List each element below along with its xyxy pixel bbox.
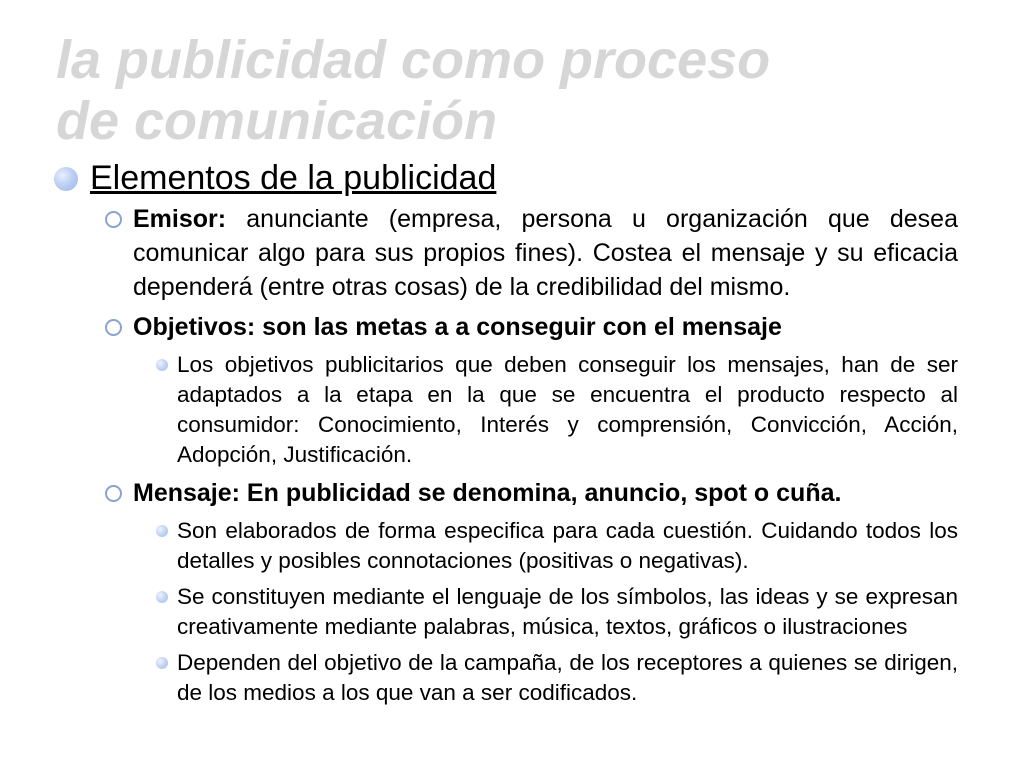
ring-bullet-icon xyxy=(105,319,122,336)
emisor-label: Emisor: xyxy=(133,205,227,233)
objetivos-sub1-text: Los objetivos publicitarios que deben conseguir los mensajes, han de ser adaptados a la etapa en la que se encuentra el producto respecto al consumidor: Conocimiento, Interés y comprensión, Convicción, Acción, Adopción, Justificación. xyxy=(177,352,958,467)
round-bullet-icon xyxy=(54,167,78,191)
sub-item-mensaje-1 xyxy=(177,516,958,576)
sub-item-mensaje-3 xyxy=(177,648,958,708)
slide-title xyxy=(56,30,996,152)
small-round-bullet-icon xyxy=(156,359,168,371)
section-heading-text: Elementos de la publicidad xyxy=(90,159,497,197)
small-round-bullet-icon xyxy=(156,525,168,537)
mensaje-sub1-text: Son elaborados de forma especifica para cada cuestión. Cuidando todos los detalles y posibles connotaciones (positivas o negativas). xyxy=(177,518,958,573)
ring-bullet-icon xyxy=(105,211,122,228)
slide-content xyxy=(0,158,1024,714)
slide-title-line-2: de comunicación xyxy=(56,91,498,151)
list-item-objetivos xyxy=(133,310,958,344)
mensaje-sub2-text: Se constituyen mediante el lenguaje de los símbolos, las ideas y se expresan creativamente mediante palabras, música, textos, gráficos o ilustraciones xyxy=(177,584,958,639)
list-item-mensaje xyxy=(133,476,958,510)
small-round-bullet-icon xyxy=(156,657,168,669)
section-heading xyxy=(90,158,1024,202)
emisor-text: anunciante (empresa, persona u organización que desea comunicar algo para sus propios fines). Costea el mensaje y su eficacia dependerá (entre otras cosas) de la credibilidad del mismo. xyxy=(133,205,958,301)
objetivos-text: Objetivos: son las metas a a conseguir con el mensaje xyxy=(133,313,782,341)
mensaje-text: Mensaje: En publicidad se denomina, anuncio, spot o cuña. xyxy=(133,479,842,507)
ring-bullet-icon xyxy=(105,485,122,502)
slide-title-line-1: la publicidad como proceso xyxy=(56,30,771,90)
sub-item-objetivos-1 xyxy=(177,350,958,470)
small-round-bullet-icon xyxy=(156,591,168,603)
sub-item-mensaje-2 xyxy=(177,582,958,642)
mensaje-sub3-text: Dependen del objetivo de la campaña, de los receptores a quienes se dirigen, de los medios a los que van a ser codificados. xyxy=(177,650,958,705)
list-item-emisor xyxy=(133,202,958,304)
